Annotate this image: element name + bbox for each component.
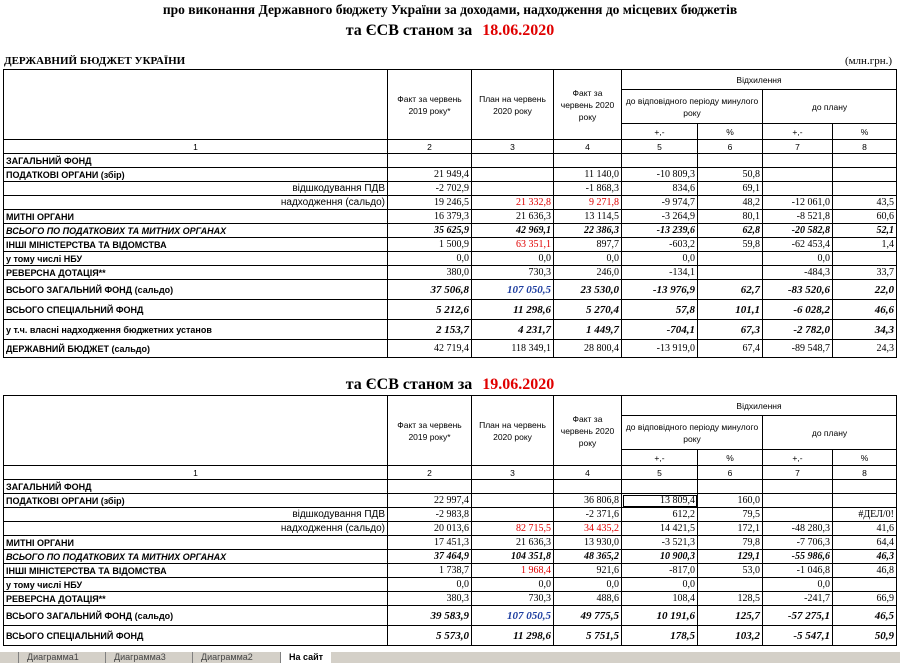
table-cell[interactable] xyxy=(763,508,833,522)
table-cell[interactable]: 834,6 xyxy=(622,182,698,196)
table-cell[interactable]: 17 451,3 xyxy=(388,536,472,550)
table-cell[interactable]: 488,6 xyxy=(554,592,622,606)
row-label[interactable]: ПОДАТКОВІ ОРГАНИ (збір) xyxy=(4,494,388,508)
table-cell[interactable]: 101,1 xyxy=(698,300,763,320)
table-row xyxy=(4,578,897,592)
table-cell[interactable]: 62,7 xyxy=(698,280,763,300)
table-cell[interactable] xyxy=(472,154,554,168)
table-cell[interactable]: 104 351,8 xyxy=(472,550,554,564)
col-num: 3 xyxy=(472,466,554,480)
table-cell[interactable] xyxy=(698,266,763,280)
table-cell[interactable] xyxy=(472,494,554,508)
table-cell[interactable]: 21 636,3 xyxy=(472,536,554,550)
table-cell[interactable]: 46,8 xyxy=(833,564,897,578)
table-cell[interactable]: 128,5 xyxy=(698,592,763,606)
table-cell[interactable]: -13 976,9 xyxy=(622,280,698,300)
col-num: 5 xyxy=(622,466,698,480)
table-cell[interactable]: -5 547,1 xyxy=(763,626,833,646)
row-label[interactable]: відшкодування ПДВ xyxy=(4,508,388,522)
table-cell[interactable] xyxy=(698,154,763,168)
col-num: 2 xyxy=(388,466,472,480)
budget-table-1 xyxy=(3,69,897,358)
table-cell[interactable]: 172,1 xyxy=(698,522,763,536)
section2-date: 19.06.2020 xyxy=(482,376,555,393)
row-label[interactable]: ВСЬОГО ПО ПОДАТКОВИХ ТА МИТНИХ ОРГАНАХ xyxy=(4,224,388,238)
table-cell[interactable] xyxy=(833,578,897,592)
row-label[interactable]: ЗАГАЛЬНИЙ ФОНД xyxy=(4,480,388,494)
table-cell[interactable] xyxy=(763,494,833,508)
table-row xyxy=(4,508,897,522)
table-cell[interactable] xyxy=(763,154,833,168)
table-row xyxy=(4,210,897,224)
table-cell[interactable]: 23 530,0 xyxy=(554,280,622,300)
table-cell[interactable]: 57,8 xyxy=(622,300,698,320)
table-cell[interactable]: 108,4 xyxy=(622,592,698,606)
col-deviation: Відхилення xyxy=(622,70,897,90)
table-cell[interactable]: 10 191,6 xyxy=(622,606,698,626)
table-cell[interactable]: 22,0 xyxy=(833,280,897,300)
table-cell[interactable]: 22 997,4 xyxy=(388,494,472,508)
col-pct: % xyxy=(698,450,763,466)
units-label: (млн.грн.) xyxy=(844,55,892,67)
table-cell[interactable]: -1 046,8 xyxy=(763,564,833,578)
table-row xyxy=(4,182,897,196)
col-pm: +,- xyxy=(622,450,698,466)
table-cell[interactable]: -7 706,3 xyxy=(763,536,833,550)
table-cell[interactable]: 1 738,7 xyxy=(388,564,472,578)
table-cell[interactable]: -3 264,9 xyxy=(622,210,698,224)
table-cell[interactable]: 43,5 xyxy=(833,196,897,210)
table-cell[interactable]: 13 930,0 xyxy=(554,536,622,550)
table-cell[interactable]: -9 974,7 xyxy=(622,196,698,210)
header-blank xyxy=(4,396,388,466)
table-cell[interactable]: 67,3 xyxy=(698,320,763,340)
row-label[interactable]: ЗАГАЛЬНИЙ ФОНД xyxy=(4,154,388,168)
table-cell[interactable]: -704,1 xyxy=(622,320,698,340)
table-cell[interactable]: -2 702,9 xyxy=(388,182,472,196)
row-label[interactable]: ІНШІ МІНІСТЕРСТВА ТА ВІДОМСТВА xyxy=(4,238,388,252)
row-label[interactable]: ВСЬОГО СПЕЦІАЛЬНИЙ ФОНД xyxy=(4,300,388,320)
table-cell[interactable]: -89 548,7 xyxy=(763,340,833,358)
table-cell[interactable]: 921,6 xyxy=(554,564,622,578)
col-num: 1 xyxy=(4,466,388,480)
table-cell[interactable]: 0,0 xyxy=(622,578,698,592)
col-dev-plan: до плану xyxy=(763,90,897,124)
table-row xyxy=(4,592,897,606)
sheet-tabs-bar xyxy=(0,652,900,663)
table-row xyxy=(4,564,897,578)
table-cell[interactable]: 79,8 xyxy=(698,536,763,550)
row-label[interactable]: ВСЬОГО ЗАГАЛЬНИЙ ФОНД (сальдо) xyxy=(4,606,388,626)
table-cell[interactable]: 0,0 xyxy=(763,578,833,592)
table-cell[interactable]: 53,0 xyxy=(698,564,763,578)
section2-prefix: та ЄСВ станом за xyxy=(345,376,473,393)
table-cell[interactable]: 118 349,1 xyxy=(472,340,554,358)
table-cell[interactable]: -57 275,1 xyxy=(763,606,833,626)
table-row xyxy=(4,280,897,300)
col-deviation: Відхилення xyxy=(622,396,897,416)
table-cell[interactable]: 49 775,5 xyxy=(554,606,622,626)
table-cell[interactable] xyxy=(698,252,763,266)
table-row xyxy=(4,626,897,646)
table-cell[interactable]: 80,1 xyxy=(698,210,763,224)
table-cell[interactable]: -48 280,3 xyxy=(763,522,833,536)
table-cell[interactable]: 42 719,4 xyxy=(388,340,472,358)
col-dev-plan: до плану xyxy=(763,416,897,450)
table-cell[interactable]: -13 919,0 xyxy=(622,340,698,358)
table-cell[interactable]: 2 153,7 xyxy=(388,320,472,340)
row-label[interactable]: надходження (сальдо) xyxy=(4,196,388,210)
table-cell[interactable]: -62 453,4 xyxy=(763,238,833,252)
col-num: 2 xyxy=(388,140,472,154)
table-cell[interactable] xyxy=(554,480,622,494)
row-label[interactable]: ПОДАТКОВІ ОРГАНИ (збір) xyxy=(4,168,388,182)
table-cell[interactable]: 10 900,3 xyxy=(622,550,698,564)
row-label[interactable]: у тому числі НБУ xyxy=(4,252,388,266)
table-cell[interactable] xyxy=(622,480,698,494)
table-cell[interactable] xyxy=(833,182,897,196)
table-cell[interactable]: 1 449,7 xyxy=(554,320,622,340)
table-cell[interactable]: 13 809,4 xyxy=(622,494,698,508)
table-cell[interactable]: 129,1 xyxy=(698,550,763,564)
col-pm: +,- xyxy=(763,450,833,466)
table-cell[interactable]: 48,2 xyxy=(698,196,763,210)
row-label[interactable]: ВСЬОГО ЗАГАЛЬНИЙ ФОНД (сальдо) xyxy=(4,280,388,300)
col-num: 7 xyxy=(763,466,833,480)
sheet-tab-active[interactable]: На сайт xyxy=(280,652,331,663)
table-row xyxy=(4,522,897,536)
table-cell[interactable]: 380,0 xyxy=(388,266,472,280)
col-pct: % xyxy=(833,124,897,140)
table-cell[interactable]: -1 868,3 xyxy=(554,182,622,196)
table-cell[interactable]: 0,0 xyxy=(472,252,554,266)
table-cell[interactable]: 246,0 xyxy=(554,266,622,280)
table-cell[interactable]: 37 506,8 xyxy=(388,280,472,300)
report-date: 18.06.2020 xyxy=(482,22,555,39)
table-cell[interactable] xyxy=(622,154,698,168)
table-cell[interactable]: 107 050,5 xyxy=(472,606,554,626)
subtitle-prefix: та ЄСВ станом за xyxy=(345,22,473,39)
table-cell[interactable]: 50,9 xyxy=(833,626,897,646)
report-title: про виконання Державного бюджету України за доходами, надходження до місцевих бюджетів xyxy=(162,2,738,17)
table-cell[interactable]: -2 782,0 xyxy=(763,320,833,340)
table-row xyxy=(4,252,897,266)
table-cell[interactable]: 24,3 xyxy=(833,340,897,358)
table-cell[interactable]: 13 114,5 xyxy=(554,210,622,224)
table-row xyxy=(4,320,897,340)
table-cell[interactable]: -20 582,8 xyxy=(763,224,833,238)
table-cell[interactable] xyxy=(472,480,554,494)
table-cell[interactable] xyxy=(833,154,897,168)
table-cell[interactable]: 33,7 xyxy=(833,266,897,280)
table-cell[interactable]: 0,0 xyxy=(554,578,622,592)
table-cell[interactable] xyxy=(388,480,472,494)
table-cell[interactable]: -603,2 xyxy=(622,238,698,252)
col-num: 6 xyxy=(698,466,763,480)
table-cell[interactable]: -6 028,2 xyxy=(763,300,833,320)
table-cell[interactable]: 0,0 xyxy=(763,252,833,266)
col-pm: +,- xyxy=(763,124,833,140)
table-cell[interactable]: -134,1 xyxy=(622,266,698,280)
table-row xyxy=(4,340,897,358)
col-fact2020: Факт за червень 2020 року xyxy=(554,70,622,140)
col-pct: % xyxy=(698,124,763,140)
col-num: 5 xyxy=(622,140,698,154)
table-cell[interactable]: #ДЕЛ/0! xyxy=(833,508,897,522)
table-cell[interactable] xyxy=(388,154,472,168)
budget-title: ДЕРЖАВНИЙ БЮДЖЕТ УКРАЇНИ xyxy=(4,55,186,67)
table-cell[interactable] xyxy=(698,480,763,494)
table-cell[interactable]: 63 351,1 xyxy=(472,238,554,252)
table-cell[interactable]: 37 464,9 xyxy=(388,550,472,564)
row-label[interactable]: у тому числі НБУ xyxy=(4,578,388,592)
table-cell[interactable]: 34,3 xyxy=(833,320,897,340)
col-dev-prev: до відповідного періоду минулого року xyxy=(622,90,763,124)
table-cell[interactable]: 1,4 xyxy=(833,238,897,252)
table-row xyxy=(4,154,897,168)
col-fact2019: Факт за червень 2019 року* xyxy=(388,70,472,140)
row-label[interactable]: ВСЬОГО СПЕЦІАЛЬНИЙ ФОНД xyxy=(4,626,388,646)
table-cell[interactable]: 11 140,0 xyxy=(554,168,622,182)
table-cell[interactable]: 52,1 xyxy=(833,224,897,238)
sheet-tab[interactable]: Диаграмма2 xyxy=(192,652,261,663)
col-plan2020: План на червень 2020 року xyxy=(472,70,554,140)
table-cell[interactable]: 19 246,5 xyxy=(388,196,472,210)
col-fact2020: Факт за червень 2020 року xyxy=(554,396,622,466)
table-cell[interactable]: 0,0 xyxy=(622,252,698,266)
col-pm: +,- xyxy=(622,124,698,140)
col-num: 4 xyxy=(554,466,622,480)
table-cell[interactable]: 82 715,5 xyxy=(472,522,554,536)
table-cell[interactable] xyxy=(472,182,554,196)
table-cell[interactable]: 5 270,4 xyxy=(554,300,622,320)
row-label[interactable]: ІНШІ МІНІСТЕРСТВА ТА ВІДОМСТВА xyxy=(4,564,388,578)
table-cell[interactable]: 160,0 xyxy=(698,494,763,508)
table-cell[interactable]: 46,3 xyxy=(833,550,897,564)
table-row xyxy=(4,536,897,550)
table-cell[interactable]: 5 573,0 xyxy=(388,626,472,646)
table-cell[interactable]: 380,3 xyxy=(388,592,472,606)
table-cell[interactable]: 59,8 xyxy=(698,238,763,252)
table-cell[interactable] xyxy=(763,182,833,196)
table-cell[interactable]: -2 983,8 xyxy=(388,508,472,522)
col-num: 6 xyxy=(698,140,763,154)
table-cell[interactable]: 0,0 xyxy=(472,578,554,592)
table-row xyxy=(4,266,897,280)
row-label[interactable]: ДЕРЖАВНИЙ БЮДЖЕТ (сальдо) xyxy=(4,340,388,358)
col-num: 4 xyxy=(554,140,622,154)
table-row xyxy=(4,550,897,564)
table-cell[interactable] xyxy=(763,480,833,494)
col-num: 1 xyxy=(4,140,388,154)
row-label[interactable]: відшкодування ПДВ xyxy=(4,182,388,196)
table-cell[interactable]: 14 421,5 xyxy=(622,522,698,536)
table-cell[interactable]: 1 968,4 xyxy=(472,564,554,578)
table-cell[interactable] xyxy=(833,252,897,266)
table-cell[interactable]: 730,3 xyxy=(472,266,554,280)
table-cell[interactable]: 612,2 xyxy=(622,508,698,522)
table-cell[interactable] xyxy=(472,508,554,522)
table-cell[interactable]: 35 625,9 xyxy=(388,224,472,238)
table-cell[interactable]: 42 969,1 xyxy=(472,224,554,238)
table-cell[interactable]: 5 212,6 xyxy=(388,300,472,320)
table-cell[interactable] xyxy=(833,480,897,494)
table-cell[interactable]: -2 371,6 xyxy=(554,508,622,522)
table-cell[interactable]: 125,7 xyxy=(698,606,763,626)
table-row xyxy=(4,300,897,320)
col-num: 8 xyxy=(833,466,897,480)
table-cell[interactable]: -83 520,6 xyxy=(763,280,833,300)
table-cell[interactable]: 730,3 xyxy=(472,592,554,606)
table-cell[interactable]: 62,8 xyxy=(698,224,763,238)
col-plan2020: План на червень 2020 року xyxy=(472,396,554,466)
col-num: 7 xyxy=(763,140,833,154)
table-cell[interactable] xyxy=(833,494,897,508)
col-num: 8 xyxy=(833,140,897,154)
sheet-tab[interactable]: Диаграмма1 xyxy=(18,652,87,663)
table-cell[interactable]: 178,5 xyxy=(622,626,698,646)
table-cell[interactable]: 66,9 xyxy=(833,592,897,606)
row-label[interactable]: РЕВЕРСНА ДОТАЦІЯ** xyxy=(4,266,388,280)
table-cell[interactable]: 79,5 xyxy=(698,508,763,522)
table-row xyxy=(4,224,897,238)
row-label[interactable]: РЕВЕРСНА ДОТАЦІЯ** xyxy=(4,592,388,606)
col-fact2019: Факт за червень 2019 року* xyxy=(388,396,472,466)
table-cell[interactable]: 69,1 xyxy=(698,182,763,196)
table-cell[interactable]: 21 636,3 xyxy=(472,210,554,224)
table-cell[interactable]: 48 365,2 xyxy=(554,550,622,564)
budget-table-2 xyxy=(3,395,897,646)
table-cell[interactable]: 103,2 xyxy=(698,626,763,646)
row-label[interactable]: МИТНІ ОРГАНИ xyxy=(4,210,388,224)
table-cell[interactable]: -817,0 xyxy=(622,564,698,578)
report-subtitle xyxy=(0,22,900,40)
table-cell[interactable]: 22 386,3 xyxy=(554,224,622,238)
col-pct: % xyxy=(833,450,897,466)
sheet-tab[interactable]: Диаграмма3 xyxy=(105,652,174,663)
table-cell[interactable]: 36 806,8 xyxy=(554,494,622,508)
table-cell[interactable]: 46,5 xyxy=(833,606,897,626)
table-cell[interactable]: -3 521,3 xyxy=(622,536,698,550)
table-row xyxy=(4,196,897,210)
table-cell[interactable]: -484,3 xyxy=(763,266,833,280)
table-cell[interactable]: 41,6 xyxy=(833,522,897,536)
table-cell[interactable] xyxy=(698,578,763,592)
table-cell[interactable]: 1 500,9 xyxy=(388,238,472,252)
row-label[interactable]: МИТНІ ОРГАНИ xyxy=(4,536,388,550)
table-cell[interactable]: 5 751,5 xyxy=(554,626,622,646)
table-cell[interactable]: 20 013,6 xyxy=(388,522,472,536)
table-row xyxy=(4,238,897,252)
row-label[interactable]: надходження (сальдо) xyxy=(4,522,388,536)
table-cell[interactable]: 21 332,8 xyxy=(472,196,554,210)
section2-title xyxy=(0,376,900,394)
table-cell[interactable]: 16 379,3 xyxy=(388,210,472,224)
table-cell[interactable]: 897,7 xyxy=(554,238,622,252)
table-cell[interactable]: 0,0 xyxy=(388,578,472,592)
table-cell[interactable]: 11 298,6 xyxy=(472,300,554,320)
table-cell[interactable]: 67,4 xyxy=(698,340,763,358)
table-cell[interactable] xyxy=(554,154,622,168)
table-cell[interactable] xyxy=(833,168,897,182)
table-cell[interactable]: 39 583,9 xyxy=(388,606,472,626)
col-dev-prev: до відповідного періоду минулого року xyxy=(622,416,763,450)
table-cell[interactable]: 107 050,5 xyxy=(472,280,554,300)
table-cell[interactable]: -55 986,6 xyxy=(763,550,833,564)
table-cell[interactable] xyxy=(763,168,833,182)
table-cell[interactable]: 4 231,7 xyxy=(472,320,554,340)
table-cell[interactable]: 34 435,2 xyxy=(554,522,622,536)
table-cell[interactable]: 0,0 xyxy=(554,252,622,266)
table-cell[interactable]: 0,0 xyxy=(388,252,472,266)
table-cell[interactable]: 60,6 xyxy=(833,210,897,224)
table-cell[interactable]: 9 271,8 xyxy=(554,196,622,210)
row-label[interactable]: ВСЬОГО ПО ПОДАТКОВИХ ТА МИТНИХ ОРГАНАХ xyxy=(4,550,388,564)
table-cell[interactable]: -13 239,6 xyxy=(622,224,698,238)
table-row xyxy=(4,168,897,182)
table-cell[interactable]: 21 949,4 xyxy=(388,168,472,182)
table-cell[interactable]: -10 809,3 xyxy=(622,168,698,182)
table-cell[interactable]: -241,7 xyxy=(763,592,833,606)
table-cell[interactable]: 11 298,6 xyxy=(472,626,554,646)
table-cell[interactable]: -8 521,8 xyxy=(763,210,833,224)
table-cell[interactable]: 28 800,4 xyxy=(554,340,622,358)
row-label[interactable]: у т.ч. власні надходження бюджетних установ xyxy=(4,320,388,340)
col-num: 3 xyxy=(472,140,554,154)
table-cell[interactable]: -12 061,0 xyxy=(763,196,833,210)
table-row xyxy=(4,606,897,626)
table-row xyxy=(4,480,897,494)
header-blank xyxy=(4,70,388,140)
table-cell[interactable]: 46,6 xyxy=(833,300,897,320)
table-row xyxy=(4,494,897,508)
table-cell[interactable] xyxy=(472,168,554,182)
table-cell[interactable]: 50,8 xyxy=(698,168,763,182)
table-cell[interactable]: 64,4 xyxy=(833,536,897,550)
